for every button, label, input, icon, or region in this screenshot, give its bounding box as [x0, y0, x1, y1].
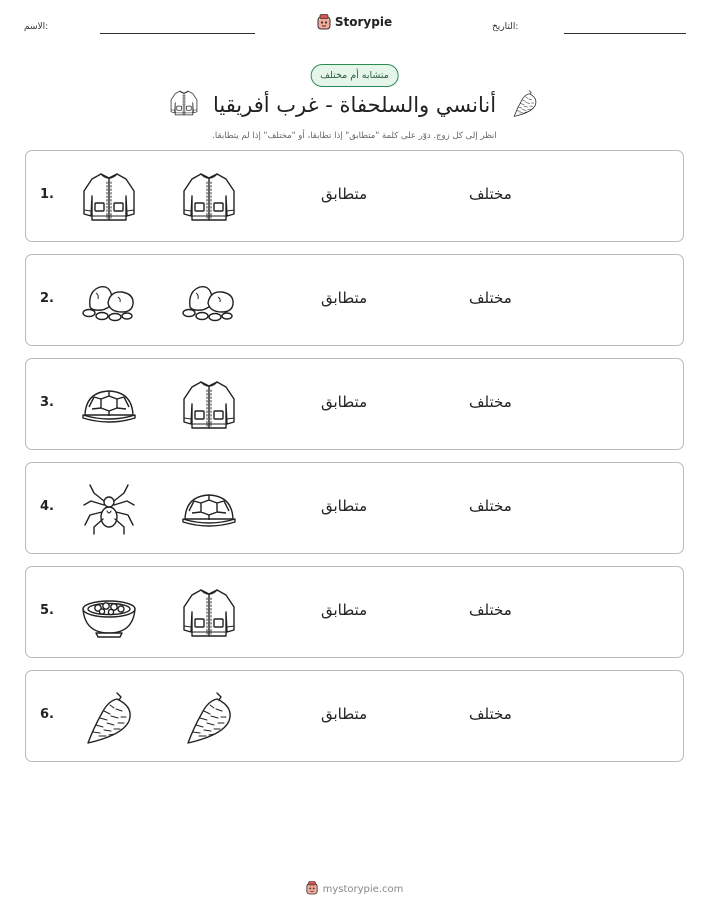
footer-link[interactable]: mystorypie.com: [322, 884, 404, 895]
jacket-icon: [169, 88, 199, 122]
jacket-icon: [180, 377, 238, 433]
rocks-icon: [80, 273, 138, 329]
instructions: انظر إلى كل زوج. دوّر على كلمة "متطابق" إذا تطابقا، أو "مختلف" إذا لم يتطابقا.: [212, 131, 497, 141]
question-number: 2.: [40, 291, 54, 306]
choice-different[interactable]: مختلف: [469, 393, 512, 411]
choice-same[interactable]: متطابق: [321, 497, 368, 515]
question-row-3: [25, 358, 684, 450]
choice-different[interactable]: مختلف: [469, 289, 512, 307]
question-number: 5.: [40, 603, 54, 618]
pinecone-icon: [180, 689, 238, 745]
name-label: الاسم:: [24, 22, 49, 32]
question-row-4: [25, 462, 684, 554]
question-number: 4.: [40, 499, 54, 514]
choice-different[interactable]: مختلف: [469, 497, 512, 515]
question-row-1: [25, 150, 684, 242]
choice-same[interactable]: متطابق: [321, 393, 368, 411]
turtle-shell-icon: [180, 481, 238, 537]
question-row-2: [25, 254, 684, 346]
worksheet-type-badge: متشابه أم مختلف: [310, 64, 399, 87]
storypie-logo-icon: [306, 880, 318, 899]
title-row: [0, 88, 709, 122]
jacket-icon: [180, 585, 238, 641]
question-number: 6.: [40, 707, 54, 722]
pinecone-icon: [510, 88, 540, 122]
choice-same[interactable]: متطابق: [321, 185, 368, 203]
choice-same[interactable]: متطابق: [321, 705, 368, 723]
question-number: 1.: [40, 187, 54, 202]
jacket-icon: [80, 169, 138, 225]
choice-different[interactable]: مختلف: [469, 601, 512, 619]
rocks-icon: [180, 273, 238, 329]
choice-same[interactable]: متطابق: [321, 289, 368, 307]
question-number: 3.: [40, 395, 54, 410]
pinecone-icon: [80, 689, 138, 745]
spider-icon: [80, 481, 138, 537]
brand-name: Storypie: [334, 15, 393, 29]
name-line[interactable]: [100, 33, 255, 34]
jacket-icon: [180, 169, 238, 225]
choice-different[interactable]: مختلف: [469, 705, 512, 723]
soup-bowl-icon: [80, 585, 138, 641]
question-row-5: [25, 566, 684, 658]
choice-same[interactable]: متطابق: [321, 601, 368, 619]
choice-different[interactable]: مختلف: [469, 185, 512, 203]
date-label: التاريخ:: [492, 22, 519, 32]
page-title: أنانسي والسلحفاة - غرب أفريقيا: [212, 93, 497, 117]
date-line[interactable]: [564, 33, 686, 34]
footer: [0, 880, 709, 899]
turtle-shell-icon: [80, 377, 138, 433]
storypie-logo-icon: [317, 14, 331, 30]
brand: [0, 14, 709, 30]
question-row-6: [25, 670, 684, 762]
